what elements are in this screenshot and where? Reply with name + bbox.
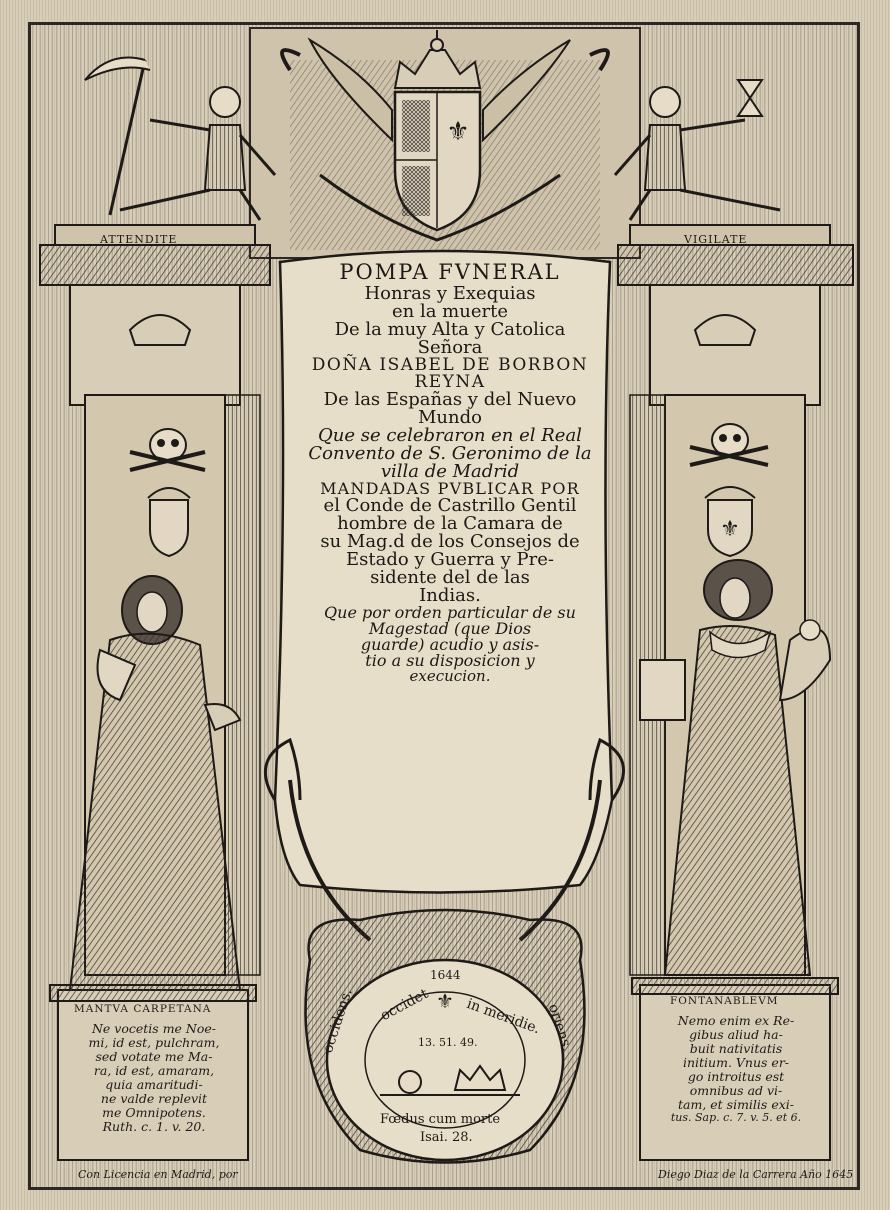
inscription-line: go introitus est xyxy=(687,1069,785,1084)
medallion-reference: 13. 51. 49. xyxy=(418,1036,478,1049)
inscription-line: quia amaritudi- xyxy=(105,1077,203,1092)
arms-shield xyxy=(250,28,640,258)
svg-text:⚜: ⚜ xyxy=(436,989,454,1013)
title-line: Que se celebraron en el Real xyxy=(318,425,582,446)
title-line: REYNA xyxy=(414,372,486,392)
inscription-line: initium. Vnus er- xyxy=(682,1055,790,1070)
title-line: MANDADAS PVBLICAR POR xyxy=(320,479,580,498)
inscription-line: omnibus ad vi- xyxy=(689,1083,783,1098)
title-line: Señora xyxy=(417,337,483,358)
inscription-line: Ne vocetis me Noe- xyxy=(91,1021,216,1036)
inscription-line: Ruth. c. 1. v. 20. xyxy=(102,1119,206,1134)
title-line: Convento de S. Geronimo de la xyxy=(308,443,592,464)
right-plinth-heading: FONTANABLEVM xyxy=(670,995,779,1007)
svg-text:⚜: ⚜ xyxy=(720,517,740,542)
inscription-line: me Omnipotens. xyxy=(102,1105,206,1120)
inscription-line: tam, et similis exi- xyxy=(678,1097,794,1112)
title-line: Estado y Guerra y Pre- xyxy=(346,549,554,570)
medallion-motto: Fœdus cum morte xyxy=(380,1112,501,1127)
medallion-year: 1644 xyxy=(430,968,461,982)
medallion-occidens: occidens. xyxy=(320,986,356,1055)
title-line: Honras y Exequias xyxy=(364,283,536,304)
title-line: execucion. xyxy=(409,667,491,685)
title-line: hombre de la Camara de xyxy=(337,513,563,534)
medallion-in-meridie: in meridie. xyxy=(464,996,543,1038)
title-text-block xyxy=(300,262,600,684)
medallion-occidet: occidet xyxy=(378,985,431,1025)
title-line: tio a su disposicion y xyxy=(365,651,535,670)
svg-text:⚜: ⚜ xyxy=(446,117,470,147)
left-plinth-inscription xyxy=(62,1022,246,1134)
title-line: Mundo xyxy=(418,407,482,428)
title-line: Indias. xyxy=(419,585,481,606)
main-title: POMPA FVNERAL xyxy=(339,260,561,284)
footer-license: Con Licencia en Madrid, por xyxy=(78,1168,238,1181)
inscription-line: ne valde replevit xyxy=(100,1091,208,1106)
title-line: en la muerte xyxy=(392,301,508,322)
medallion-citation: Isai. 28. xyxy=(420,1130,473,1145)
inscription-line: gibus aliud ha- xyxy=(689,1027,783,1042)
inscription-line: buit nativitatis xyxy=(689,1041,783,1056)
queen-name: DOÑA ISABEL DE BORBON xyxy=(311,355,589,375)
title-line: guarde) acudio y asis- xyxy=(360,635,540,654)
inscription-line: tus. Sap. c. 7. v. 5. et 6. xyxy=(670,1111,802,1124)
right-pillar-label: VIGILATE xyxy=(684,233,748,246)
title-line: villa de Madrid xyxy=(380,461,520,482)
inscription-line: Nemo enim ex Re- xyxy=(677,1013,795,1028)
left-pillar-label: ATTENDITE xyxy=(100,233,178,246)
inscription-line: sed votate me Ma- xyxy=(95,1049,213,1064)
title-line: su Mag.d de los Consejos de xyxy=(320,531,580,552)
title-line: Magestad (que Dios xyxy=(368,619,532,638)
left-plinth-heading: MANTVA CARPETANA xyxy=(74,1003,212,1015)
title-line: De las Españas y del Nuevo xyxy=(323,389,577,410)
footer-printer: Diego Diaz de la Carrera Año 1645 xyxy=(658,1168,854,1181)
title-line: sidente del de las xyxy=(370,567,530,588)
title-line: el Conde de Castrillo Gentil xyxy=(323,495,577,516)
inscription-line: ra, id est, amaram, xyxy=(93,1063,215,1078)
title-line: Que por orden particular de su xyxy=(324,603,576,622)
medallion-oriens: oriens. xyxy=(544,1002,576,1054)
right-plinth-inscription xyxy=(644,1014,828,1124)
title-line: De la muy Alta y Catolica xyxy=(334,319,566,340)
inscription-line: mi, id est, pulchram, xyxy=(88,1035,220,1050)
